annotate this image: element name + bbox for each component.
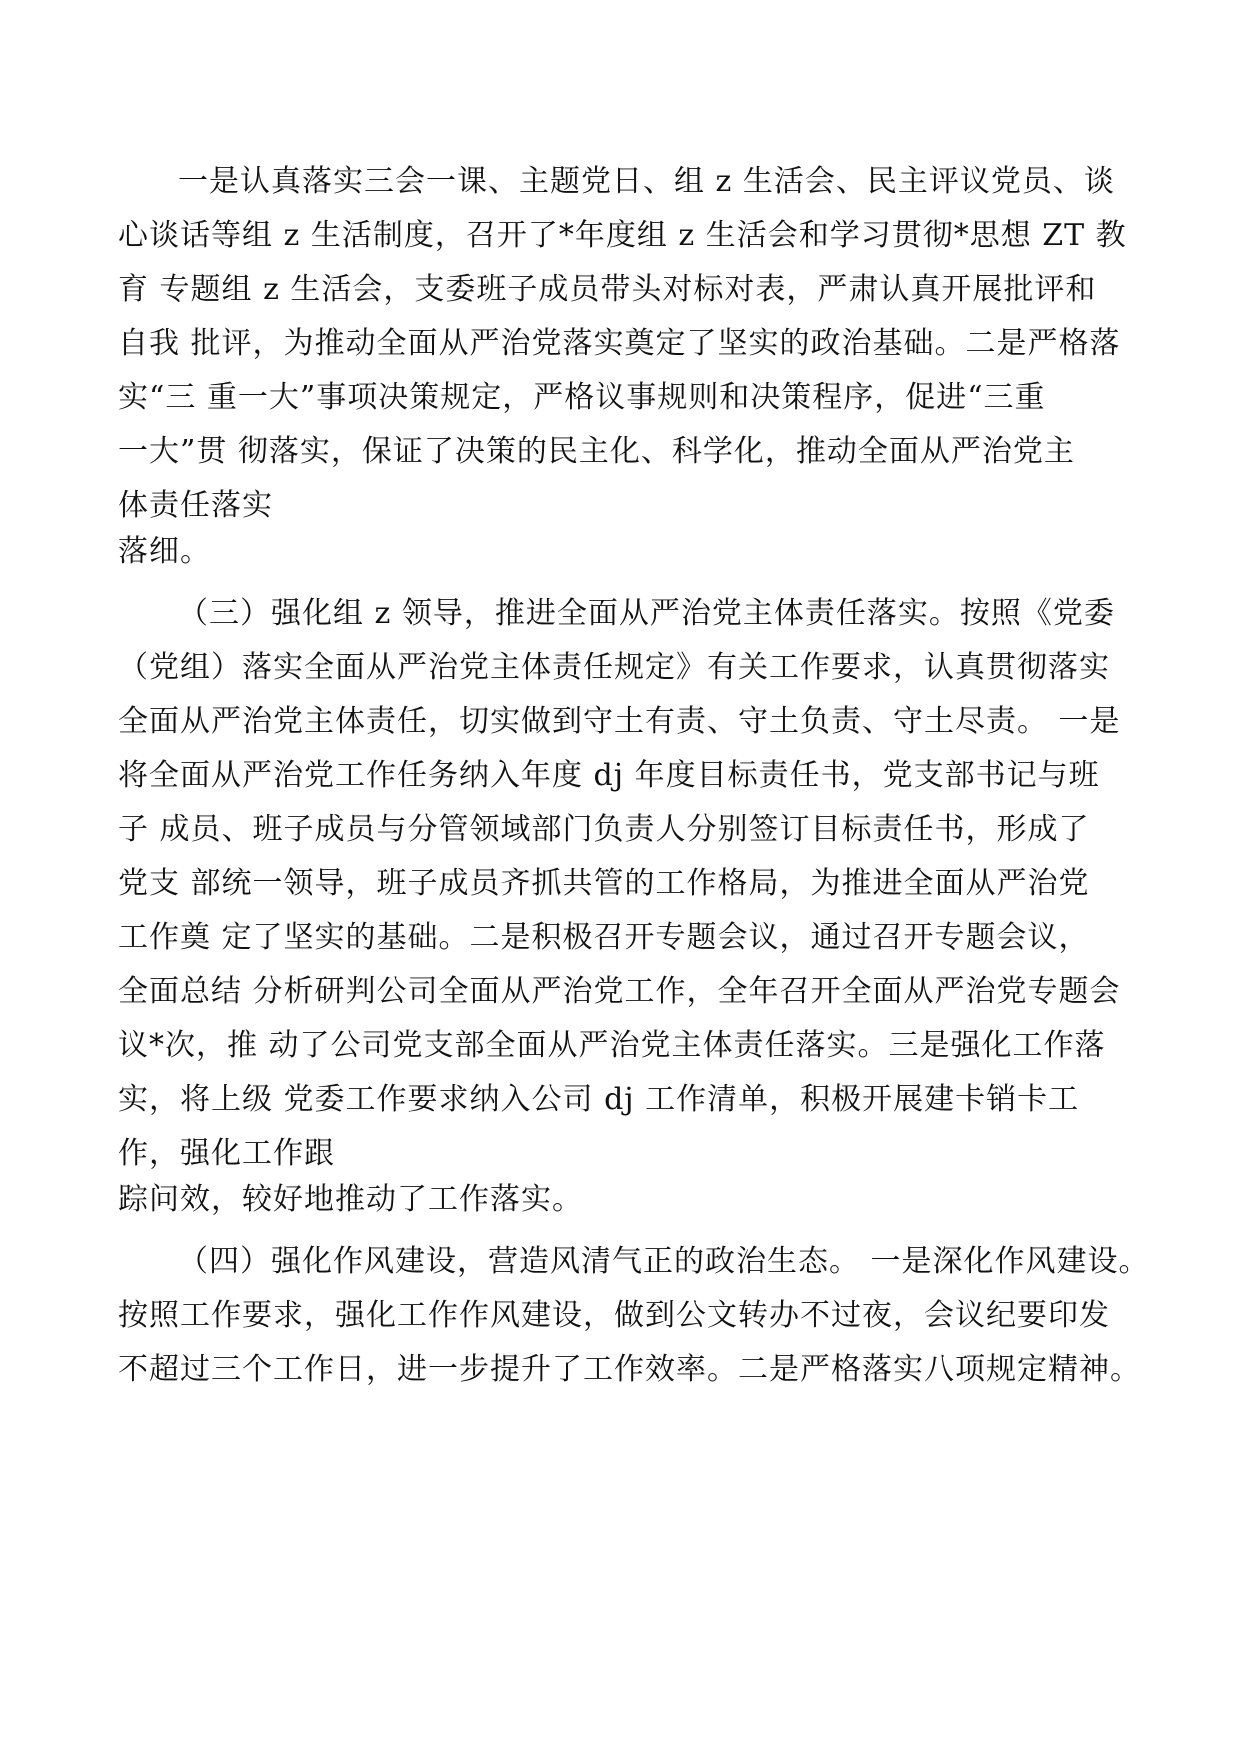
text-line: 实“三 重一大”事项决策规定，严格议事规则和决策程序，促进“三重	[118, 380, 1046, 415]
text-line: 踪问效，较好地推动了工作落实。	[118, 1182, 583, 1217]
text-line: 全面总结 分析研判公司全面从严治党工作，全年召开全面从严治党专题会	[118, 974, 1121, 1009]
text-line: 自我 批评，为推动全面从严治党落实奠定了坚实的政治基础。二是严格落	[118, 326, 1121, 361]
text-line: 心谈话等组 z 生活制度，召开了*年度组 z 生活会和学习贯彻*思想 ZT 教	[118, 218, 1127, 253]
text-line: 不超过三个工作日，进一步提升了工作效率。二是严格落实八项规定精神。	[118, 1352, 1141, 1387]
text-line: 党支 部统一领导，班子成员齐抓共管的工作格局，为推进全面从严治党	[118, 866, 1090, 901]
text-line: 体责任落实	[118, 488, 273, 523]
text-line: 一大”贯 彻落实，保证了决策的民主化、科学化，推动全面从严治党主	[118, 434, 1075, 469]
text-line: 工作奠 定了坚实的基础。二是积极召开专题会议，通过召开专题会议，	[118, 920, 1090, 955]
text-line: 实，将上级 党委工作要求纳入公司 dj 工作清单，积极开展建卡销卡工	[118, 1082, 1080, 1117]
text-line: 全面从严治党主体责任，切实做到守土有责、守土负责、守土尽责。 一是	[118, 704, 1121, 739]
text-line: 作，强化工作跟	[118, 1136, 335, 1171]
text-line: 将全面从严治党工作任务纳入年度 dj 年度目标责任书，党支部书记与班	[118, 758, 1100, 793]
text-line: （党组）落实全面从严治党主体责任规定》有关工作要求，认真贯彻落实	[118, 650, 1110, 685]
text-line: 议*次，推 动了公司党支部全面从严治党主体责任落实。三是强化工作落	[118, 1028, 1106, 1063]
text-line: 按照工作要求，强化工作作风建设，做到公文转办不过夜，会议纪要印发	[118, 1298, 1110, 1333]
text-line: （三）强化组 z 领导，推进全面从严治党主体责任落实。按照《党委	[178, 596, 1115, 631]
text-line: 子 成员、班子成员与分管领域部门负责人分别签订目标责任书，形成了	[118, 812, 1090, 847]
text-line: 一是认真落实三会一课、主题党日、组 z 生活会、民主评议党员、谈	[178, 164, 1115, 199]
text-line: （四）强化作风建设，营造风清气正的政治生态。 一是深化作风建设。	[178, 1244, 1150, 1279]
text-line: 落细。	[118, 534, 211, 569]
text-line: 育 专题组 z 生活会，支委班子成员带头对标对表，严肃认真开展批评和	[118, 272, 1097, 307]
